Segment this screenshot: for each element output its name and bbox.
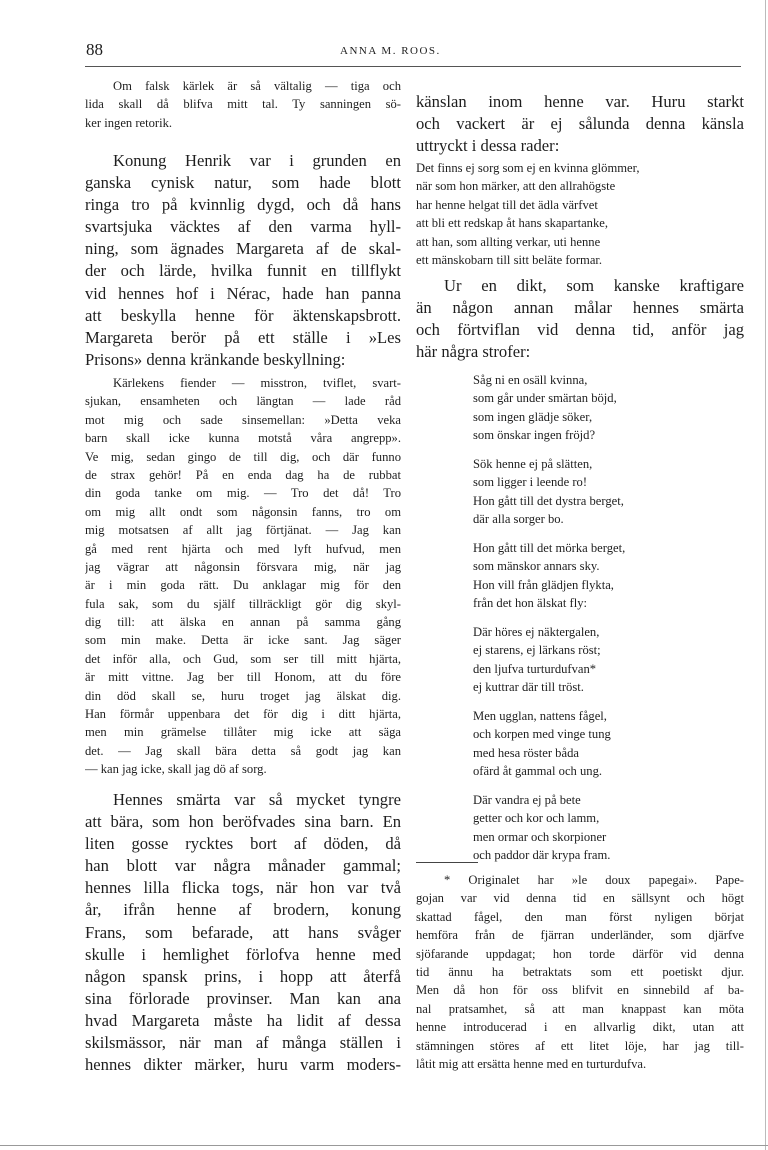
text-line: ofärd åt gammal och ung. — [473, 764, 603, 779]
text-line: tid ännu ha betraktats som ett poetiskt djur. — [416, 964, 744, 979]
text-line: Frans, som befarade, att hans svåger — [85, 922, 401, 942]
page-number: 88 — [86, 40, 103, 59]
text-line: dig till: att älska en annan på samma gång — [85, 615, 401, 630]
poem-stanza — [473, 539, 743, 613]
text-line: som önskar ingen fröjd? — [473, 428, 596, 443]
text-line: Där vandra ej på bete — [473, 793, 581, 807]
running-head: ANNA M. ROOS. — [340, 45, 441, 57]
quote-block-2 — [85, 374, 401, 779]
paragraph-4 — [416, 275, 744, 363]
text-line: Sök henne ej på slätten, — [473, 457, 593, 471]
text-line: hennes dikter märker, huru varm moders- — [85, 1055, 401, 1075]
text-line: det inför alla, och Gud, som ser till mitt hjärta, — [85, 651, 401, 666]
text-line: men ormar och skorpioner — [473, 829, 607, 844]
text-line: gå med rent hjärta och med lyft hufvud, men — [85, 541, 401, 556]
text-line: ringa tro på kvinnlig dygd, och då hans — [85, 195, 401, 215]
text-line: Hon vill från glädjen flykta, — [473, 577, 614, 592]
text-line: svartsjuka väcktes af den varma hyll- — [85, 217, 401, 237]
text-line: än någon annan målar hennes smärta — [416, 298, 744, 318]
text-line: här några strofer: — [416, 342, 531, 362]
text-line: de strax gehör! På en enda dag ha de rubbat — [85, 467, 401, 482]
text-line: Såg ni en osäll kvinna, — [473, 373, 588, 387]
text-line: har henne helgat till det ädla värfvet — [416, 197, 598, 212]
text-line: som min make. Detta är icke sant. Jag säger — [85, 633, 401, 648]
text-line: han blott var några månader gammal; — [85, 856, 401, 876]
text-line: skilsmässor, när man af många ställen i — [85, 1033, 401, 1053]
text-line: är mitt vittne. Jag ber till Honom, att du före — [85, 670, 401, 685]
text-line: vid hennes hof i Nérac, hade han panna — [85, 283, 401, 303]
text-line: liten gosse rycktes bort af döden, då — [85, 834, 401, 854]
text-line: der och lärde, hvilka funnit en tillflykt — [85, 261, 401, 281]
footnote — [416, 871, 744, 1073]
text-line: jag vägrar att någonsin försvara mig, när jag — [85, 559, 401, 574]
text-line: henne introducerad i en allvarlig dikt, utan att — [416, 1020, 744, 1035]
text-line: Han förmår uppenbara det för dig i ditt hjärta, — [85, 707, 401, 722]
paragraph-3 — [416, 91, 744, 157]
header-rule — [85, 66, 741, 67]
text-line: att bära, som hon beröfvades sina barn. En — [85, 812, 401, 832]
text-line: som ligger i leende ro! — [473, 475, 588, 490]
text-line: den ljufva turturdufvan* — [473, 661, 597, 676]
text-line: Margareta berör på ett ställe i »Les — [85, 327, 401, 347]
text-line: getter och kor och lamm, — [473, 811, 600, 826]
text-line: Det finns ej sorg som ej en kvinna glömmer, — [416, 161, 640, 175]
text-line: låtit mig att ersätta henne med en turturdufva. — [416, 1056, 647, 1071]
text-line: Ve mig, sedan gingo de till dig, och där funno — [85, 449, 401, 464]
text-line: mig motsatsen af allt jag förtjänat. — Jag kan — [85, 523, 401, 538]
text-line: Där höres ej näktergalen, — [473, 625, 600, 639]
text-line: mot mig och sade sinsemellan: »Detta veka — [85, 412, 401, 427]
text-line: och förtviflan vid denna tid, anför jag — [416, 320, 744, 340]
text-line: Ur en dikt, som kanske kraftigare — [444, 276, 744, 295]
text-line: sina förlorade provinser. Man kan ana — [85, 988, 401, 1008]
text-line: med hesa röster båda — [473, 745, 579, 760]
poem-stanza — [473, 623, 743, 697]
text-line: skulle i hemlighet förlofva henne med — [85, 944, 401, 964]
text-line: din död skall se, huru troget jag älskat dig. — [85, 688, 401, 703]
text-line: som går under smärtan böjd, — [473, 391, 617, 406]
text-line: nal pratsamhet, så att man knappast kan möta — [416, 1001, 744, 1016]
text-line: hennes lilla flicka togs, när hon var två — [85, 878, 401, 898]
text-line: och korpen med vinge tung — [473, 727, 611, 742]
text-line: när som hon märker, att den allrahögste — [416, 179, 616, 194]
text-line: är i min goda rätt. Du anklagar mig för den — [85, 578, 401, 593]
text-line: år, ifrån henne af brodern, konung — [85, 900, 401, 920]
text-line: Kärlekens fiender — misstron, tviflet, svart- — [113, 376, 401, 390]
text-line: hemföra från de fjärran underländer, som djärfve — [416, 928, 744, 943]
text-line: ning, som ägnades Margareta af de skal- — [85, 239, 401, 259]
text-line: Om falsk kärlek är så vältalig — tiga och — [113, 79, 401, 93]
text-line: hvad Margareta måste ha lidit af dessa — [85, 1010, 401, 1030]
text-line: men min grämelse tillåter mig icke att säga — [85, 725, 401, 740]
text-line: Hennes smärta var så mycket tyngre — [113, 790, 401, 809]
text-line: Hon gått till det dystra berget, — [473, 493, 624, 508]
poem-excerpt — [416, 159, 746, 269]
text-line: Prisons» denna kränkande beskyllning: — [85, 349, 346, 369]
text-line: att bli ett redskap åt hans skapartanke, — [416, 216, 608, 231]
text-line: — kan jag icke, skall jag dö af sorg. — [85, 762, 267, 777]
text-line: ett mänskobarn till sitt beläte formar. — [416, 252, 603, 267]
page-edge-right — [765, 0, 766, 1150]
text-line: och vackert är ej sålunda denna känsla — [416, 114, 744, 134]
text-line: Hon gått till det mörka berget, — [473, 541, 626, 555]
text-line: barn skall icke kunna motstå våra angrepp». — [85, 431, 401, 446]
paragraph-2 — [85, 789, 401, 1076]
text-line: skattad fågel, den man först nyligen börjat — [416, 909, 744, 924]
text-line: det. — Jag skall bära detta så godt jag kan — [85, 743, 401, 758]
footnote-rule — [416, 862, 478, 863]
text-line: som mänskor annars sky. — [473, 559, 600, 574]
text-line: och paddor där krypa fram. — [473, 848, 611, 863]
text-line: gojan var vid denna tid en sällsynt och högt — [416, 891, 744, 906]
poem-stanza — [473, 455, 743, 529]
text-line: stämningen störes af ett litet löje, har jag till- — [416, 1038, 744, 1053]
text-line: * Originalet har »le doux papegai». Pape- — [444, 873, 744, 887]
text-line: sjöfarande uppdagat; hon torde därför vid denna — [416, 946, 744, 961]
text-line: någon spansk prins, i hopp att återfå — [85, 966, 401, 986]
text-line: där alla sorger bo. — [473, 512, 564, 527]
text-line: uttryckt i dessa rader: — [416, 136, 560, 156]
paragraph-1 — [85, 150, 401, 371]
poem-stanza — [473, 371, 743, 445]
text-line: från det hon älskat fly: — [473, 596, 588, 611]
page-edge-bottom — [0, 1145, 768, 1146]
text-line: att beskylla henne för äktenskapsbrott. — [85, 305, 401, 325]
text-line: ganska cynisk natur, som hade blott — [85, 173, 401, 193]
poem-stanza — [473, 791, 743, 865]
poem-stanza — [473, 707, 743, 781]
text-line: lida skall då blifva mitt tal. Ty sanningen sö- — [85, 97, 401, 112]
text-line: Men ugglan, nattens fågel, — [473, 709, 607, 723]
text-line: om mig allt ondt som någonsin fanns, tro om — [85, 504, 401, 519]
text-line: Men då hon för oss blifvit en sinnebild af ba- — [416, 983, 744, 998]
text-line: Konung Henrik var i grunden en — [113, 151, 401, 170]
text-line: att han, som allting verkar, uti henne — [416, 234, 601, 249]
text-line: fula sak, som du själf tillräckligt gör dig skyl- — [85, 596, 401, 611]
text-line: sjukan, ensamheten och längtan — lade råd — [85, 394, 401, 409]
text-line: din goda tanke om mig. — Tro det då! Tro — [85, 486, 401, 501]
text-line: ej kuttrar där till tröst. — [473, 680, 584, 695]
text-line: ker ingen retorik. — [85, 115, 173, 130]
text-line: känslan inom henne var. Huru starkt — [416, 92, 744, 111]
text-line: ej starens, ej lärkans röst; — [473, 643, 601, 658]
quote-block-1 — [85, 77, 401, 132]
text-line: som ingen glädje söker, — [473, 409, 593, 424]
